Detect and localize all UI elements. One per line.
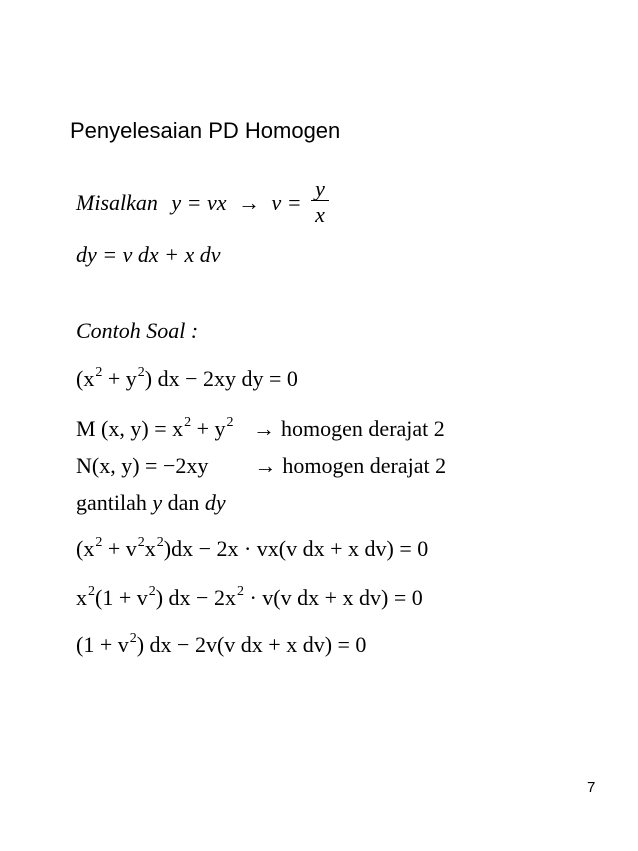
- equation-1: [76, 365, 298, 391]
- eq1-exp-2: 2: [137, 365, 145, 380]
- misalkan-label: Misalkan: [76, 190, 158, 216]
- equation-3: [76, 584, 423, 610]
- n-note: homogen derajat 2: [282, 453, 447, 478]
- gantilah-y: y: [152, 490, 163, 515]
- m-exp-1: 2: [184, 415, 192, 430]
- dy-line: [76, 244, 221, 266]
- eq2-exp-2: 2: [137, 535, 145, 550]
- eq1-part-c: ) dx − 2xy dy = 0: [144, 366, 298, 391]
- eq2-exp-1: 2: [95, 535, 103, 550]
- eq2-exp-3: 2: [156, 535, 164, 550]
- gantilah-dan: dan: [167, 490, 200, 515]
- eq2-part-b: + v: [102, 536, 137, 561]
- m-function-line: [76, 415, 445, 441]
- eq2-part-d: )dx − 2x · vx(v dx + x dv) = 0: [163, 536, 429, 561]
- eq3-part-b: (1 + v: [95, 585, 148, 610]
- n-part-a: N(x, y) = −2xy: [76, 453, 209, 478]
- contoh-soal-label: Contoh Soal :: [76, 318, 199, 343]
- eq3-part-c: ) dx − 2x: [155, 585, 236, 610]
- fraction-numerator: y: [315, 176, 325, 201]
- substitution-expr: y = vx: [171, 190, 227, 216]
- eq2-part-a: (x: [76, 536, 95, 561]
- eq1-part-a: (x: [76, 366, 95, 391]
- slide-title: Penyelesaian PD Homogen: [70, 118, 341, 143]
- eq1-exp-1: 2: [95, 365, 103, 380]
- m-note: homogen derajat 2: [281, 416, 445, 441]
- fraction-denominator: x: [311, 200, 329, 226]
- eq3-exp-3: 2: [236, 584, 244, 599]
- eq4-part-a: (1 + v: [76, 632, 129, 657]
- m-part-b: + y: [191, 416, 226, 441]
- eq2-part-c: x: [144, 536, 156, 561]
- equation-4: [76, 631, 367, 657]
- equation-2: [76, 535, 429, 561]
- eq3-part-d: · v(v dx + x dv) = 0: [243, 585, 423, 610]
- v-equals: v =: [271, 190, 302, 216]
- misalkan-line: [76, 176, 329, 229]
- gantilah-word: gantilah: [76, 490, 147, 515]
- contoh-soal-line: [76, 320, 198, 342]
- m-exp-2: 2: [226, 415, 234, 430]
- eq4-part-b: ) dx − 2v(v dx + x dv) = 0: [136, 632, 367, 657]
- arrow-symbol: →: [238, 190, 261, 216]
- n-arrow: →: [254, 453, 277, 478]
- eq4-exp-1: 2: [129, 631, 137, 646]
- gantilah-dy: dy: [204, 490, 226, 515]
- eq3-exp-2: 2: [148, 584, 156, 599]
- dy-equation: dy = v dx + x dv: [76, 242, 221, 267]
- n-function-line: [76, 455, 446, 477]
- eq1-part-b: + y: [102, 366, 137, 391]
- gantilah-line: [76, 492, 226, 514]
- eq3-part-a: x: [76, 585, 87, 610]
- fraction-y-over-x: [311, 178, 329, 226]
- m-arrow: →: [253, 416, 276, 441]
- page-number: 7: [587, 779, 596, 796]
- eq3-exp-1: 2: [88, 584, 95, 599]
- m-part-a: M (x, y) = x: [76, 416, 184, 441]
